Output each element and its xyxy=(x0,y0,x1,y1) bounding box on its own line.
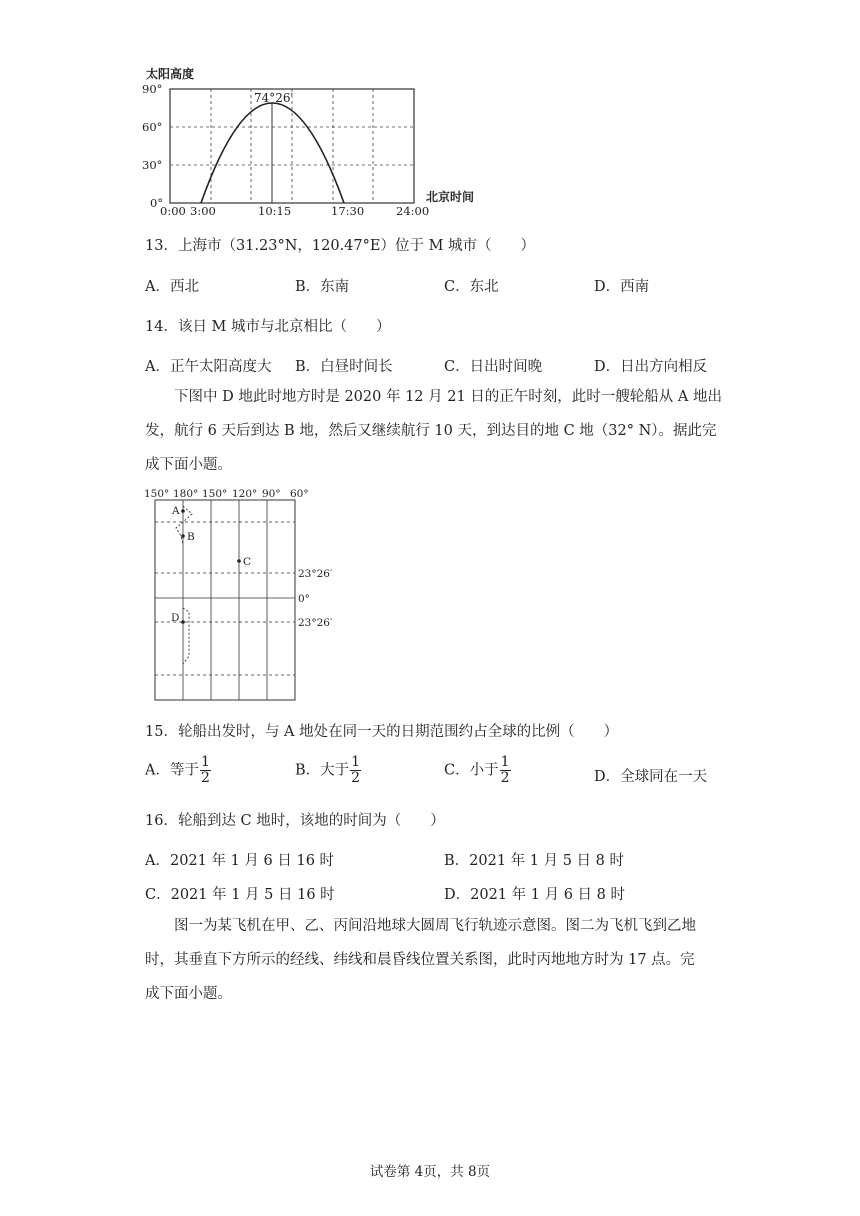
q15-option-c-text: C．小于 xyxy=(444,762,499,779)
q13-option-d[interactable]: D．西南 xyxy=(594,279,650,295)
question-13-stem: 13．上海市（31.23°N，120.47°E）位于 M 城市（ ） xyxy=(145,238,536,254)
fraction-one-half xyxy=(350,755,361,786)
question-16-stem: 16．轮船到达 C 地时，该地的时间为（ ） xyxy=(145,813,445,829)
point-d-label: D xyxy=(171,612,180,624)
q13-option-c[interactable]: C．东北 xyxy=(444,279,499,295)
q13-option-b[interactable]: B．东南 xyxy=(295,279,350,295)
q15-option-a-text: A．等于 xyxy=(145,762,199,779)
x-axis-label: 北京时间 xyxy=(426,190,475,204)
x-tick-1015: 10:15 xyxy=(258,204,292,218)
point-c-label: C xyxy=(243,556,252,568)
y-tick-90: 90° xyxy=(142,82,163,96)
q16-option-c[interactable]: C．2021 年 1 月 5 日 16 时 xyxy=(145,887,335,903)
q15-option-b[interactable] xyxy=(295,755,361,786)
q13-option-a[interactable]: A．西北 xyxy=(145,279,199,295)
q15-option-d[interactable]: D．全球同在一天 xyxy=(594,769,708,785)
lat-label-north: 23°26′ xyxy=(298,568,333,580)
passage-2 xyxy=(145,380,722,482)
q14-option-d[interactable]: D．日出方向相反 xyxy=(594,359,708,375)
x-tick-1730: 17:30 xyxy=(331,204,365,218)
q15-option-b-text: B．大于 xyxy=(295,762,350,779)
q15-option-a[interactable] xyxy=(145,755,211,786)
question-14-stem: 14．该日 M 城市与北京相比（ ） xyxy=(145,319,391,335)
q15-option-c[interactable] xyxy=(444,755,511,786)
passage-3-line-2: 时，其垂直下方所示的经线、纬线和晨昏线位置关系图，此时丙地地方时为 17 点。完 xyxy=(145,952,695,968)
solar-altitude-chart xyxy=(138,60,478,220)
fraction-one-half xyxy=(500,755,511,786)
lon-label: 150° xyxy=(202,488,228,500)
q16-option-b[interactable]: B．2021 年 1 月 5 日 8 时 xyxy=(444,853,624,869)
point-c-marker xyxy=(237,559,241,563)
fraction-numerator: 1 xyxy=(351,754,361,770)
y-tick-60: 60° xyxy=(142,120,163,134)
fraction-numerator: 1 xyxy=(500,754,510,770)
lon-label: 90° xyxy=(262,488,281,500)
fraction-one-half xyxy=(200,755,211,786)
fraction-denominator: 2 xyxy=(200,770,210,786)
x-tick-0000: 0:00 xyxy=(160,204,186,218)
point-a-marker xyxy=(181,509,185,513)
y-axis-label: 太阳高度 xyxy=(146,67,195,81)
lon-label: 60° xyxy=(290,488,309,500)
passage-2-line-3: 成下面小题。 xyxy=(145,457,232,473)
x-tick-0300: 3:00 xyxy=(190,204,216,218)
lon-label: 180° xyxy=(173,488,199,500)
passage-3-line-3: 成下面小题。 xyxy=(145,986,232,1002)
map-frame xyxy=(155,500,295,700)
lon-label: 120° xyxy=(232,488,258,500)
point-a-label: A xyxy=(172,505,180,517)
route-map xyxy=(140,484,350,706)
lat-label-equator: 0° xyxy=(298,593,310,605)
point-b-marker xyxy=(181,534,185,538)
y-tick-0: 0° xyxy=(150,196,164,210)
q16-option-d[interactable]: D．2021 年 1 月 6 日 8 时 xyxy=(444,887,625,903)
lon-label: 150° xyxy=(144,488,170,500)
q14-option-c[interactable]: C．日出时间晚 xyxy=(444,359,543,375)
x-tick-2400: 24:00 xyxy=(396,204,430,218)
q14-option-a[interactable]: A．正午太阳高度大 xyxy=(145,359,272,375)
point-d-marker xyxy=(181,620,185,624)
fraction-denominator: 2 xyxy=(500,770,510,786)
peak-label: 74°26′ xyxy=(254,91,294,105)
passage-2-line-2: 发，航行 6 天后到达 B 地，然后又继续航行 10 天，到达目的地 C 地（32° N）。据此完 xyxy=(145,423,717,439)
question-15-stem: 15．轮船出发时，与 A 地处在同一天的日期范围约占全球的比例（ ） xyxy=(145,724,619,740)
q16-option-a[interactable]: A．2021 年 1 月 6 日 16 时 xyxy=(145,853,335,869)
passage-3 xyxy=(145,909,696,1011)
fraction-denominator: 2 xyxy=(351,770,361,786)
y-tick-30: 30° xyxy=(142,158,163,172)
passage-2-line-1: 下图中 D 地此时地方时是 2020 年 12 月 21 日的正午时刻，此时一艘轮船从 A 地出 xyxy=(174,389,722,405)
page-footer: 试卷第 4页，共 8页 xyxy=(369,1164,491,1180)
point-b-label: B xyxy=(187,531,195,543)
q14-option-b[interactable]: B．白昼时间长 xyxy=(295,359,393,375)
fraction-numerator: 1 xyxy=(200,754,210,770)
passage-3-line-1: 图一为某飞机在甲、乙、丙间沿地球大圆周飞行轨迹示意图。图二为飞机飞到乙地 xyxy=(174,918,696,934)
route-d xyxy=(183,608,189,664)
lat-label-south: 23°26′ xyxy=(298,617,333,629)
